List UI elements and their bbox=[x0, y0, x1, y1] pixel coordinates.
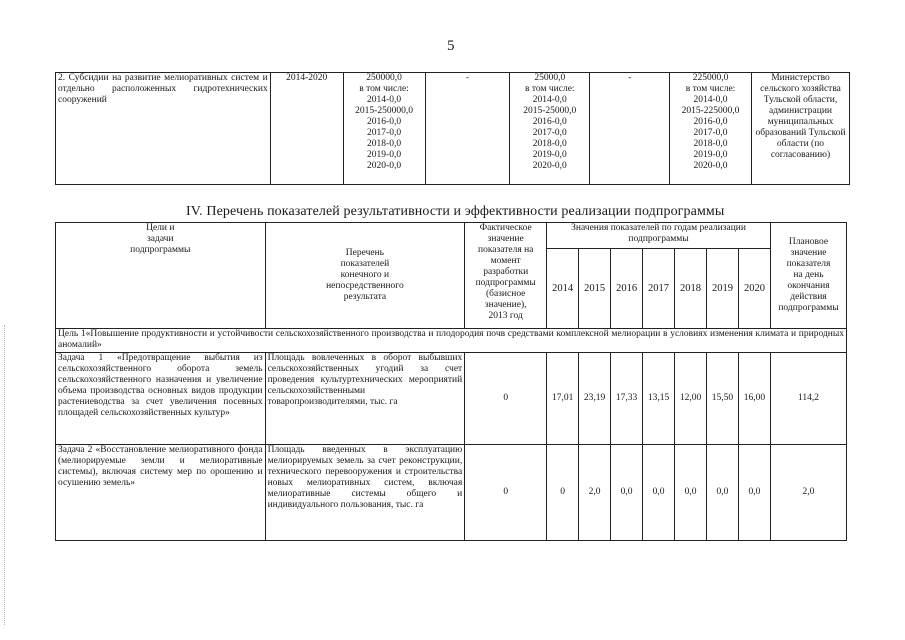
year-value-cell: 16,00 bbox=[738, 353, 770, 445]
period-cell: 2014-2020 bbox=[270, 73, 343, 185]
funding-col4-cell: - bbox=[425, 73, 510, 185]
base-value-cell: 0 bbox=[465, 445, 547, 541]
header-year: 2015 bbox=[579, 249, 611, 329]
header-year: 2017 bbox=[643, 249, 675, 329]
task-cell: Задача 1 «Предотвращение выбытия из сельскохозяйственного оборота земель сельскохозяйственного назначения и увеличение объема производства основных видов продукции растениеводства за счет увеличения посевных площадей сельскохозяйственных культур» bbox=[56, 353, 266, 445]
header-year: 2018 bbox=[675, 249, 707, 329]
table-row bbox=[56, 445, 847, 541]
indicator-cell: Площадь вовлеченных в оборот выбывших сельскохозяйственных угодий за счет проведения культуртехнических мероприятий сельскохозяйственными товаропроизводителями, тыс. га bbox=[265, 353, 465, 445]
header-year: 2019 bbox=[707, 249, 739, 329]
executor-cell: Министерство сельского хозяйства Тульской области, администрации муниципальных образований Тульской области (по согласованию) bbox=[752, 73, 850, 185]
task-cell: Задача 2 «Восстановление мелиоративного фонда (мелиорируемые земли и мелиоративные системы), включая систему мер по орошению и осушению земель» bbox=[56, 445, 266, 541]
goal-row: Цель 1«Повышение продуктивности и устойчивости сельскохозяйственного производства и плодородия почв средствами комплексной мелиорации в условиях изменения климата и природных аномалий» bbox=[56, 329, 847, 353]
year-value-cell: 0,0 bbox=[611, 445, 643, 541]
page-number: 5 bbox=[447, 38, 455, 54]
year-value-cell: 15,50 bbox=[707, 353, 739, 445]
funding-col6-cell: - bbox=[590, 73, 670, 185]
planned-value-cell: 114,2 bbox=[770, 353, 846, 445]
planned-value-cell: 2,0 bbox=[770, 445, 846, 541]
total-funding-cell: 250000,0 в том числе: 2014-0,0 2015-250000,0 2016-0,0 2017-0,0 2018-0,0 2019-0,0 2020-0,0 bbox=[343, 73, 425, 185]
regional-funding-cell: 25000,0 в том числе: 2014-0,0 2015-25000,0 2016-0,0 2017-0,0 2018-0,0 2019-0,0 2020-0,0 bbox=[510, 73, 590, 185]
year-value-cell: 23,19 bbox=[579, 353, 611, 445]
year-value-cell: 0,0 bbox=[675, 445, 707, 541]
header-actual-value: Фактическое значение показателя на момент разработки подпрограммы (базисное значение), 2013 год bbox=[465, 223, 547, 329]
header-indicators: Перечень показателей конечного и непосредственного результата bbox=[265, 223, 465, 329]
header-planned-value: Плановое значение показателя на день окончания действия подпрограммы bbox=[770, 223, 846, 329]
other-funding-cell: 225000,0 в том числе: 2014-0,0 2015-225000,0 2016-0,0 2017-0,0 2018-0,0 2019-0,0 2020-0,0 bbox=[670, 73, 752, 185]
year-value-cell: 0,0 bbox=[643, 445, 675, 541]
header-year: 2016 bbox=[611, 249, 643, 329]
section-title: IV. Перечень показателей результативности и эффективности реализации подпрограммы bbox=[186, 204, 725, 219]
indicator-cell: Площадь введенных в эксплуатацию мелиорируемых земель за счет реконструкции, технического перевооружения и строительства новых мелиоративных систем, включая мелиоративные системы общего и индивидуального пользования, тыс. га bbox=[265, 445, 465, 541]
base-value-cell: 0 bbox=[465, 353, 547, 445]
header-year: 2020 bbox=[738, 249, 770, 329]
subsidy-name-cell: 2. Субсидии на развитие мелиоративных систем и отдельно расположенных гидротехнических сооружений bbox=[56, 73, 271, 185]
year-value-cell: 0,0 bbox=[738, 445, 770, 541]
year-value-cell: 12,00 bbox=[675, 353, 707, 445]
header-goals: Цели и задачи подпрограммы bbox=[56, 223, 266, 329]
year-value-cell: 2,0 bbox=[579, 445, 611, 541]
year-value-cell: 0,0 bbox=[707, 445, 739, 541]
indicators-table bbox=[55, 222, 847, 541]
header-year: 2014 bbox=[547, 249, 579, 329]
year-value-cell: 0 bbox=[547, 445, 579, 541]
year-value-cell: 17,33 bbox=[611, 353, 643, 445]
year-value-cell: 13,15 bbox=[643, 353, 675, 445]
header-values-by-year: Значения показателей по годам реализации подпрограммы bbox=[547, 223, 771, 249]
funding-table bbox=[55, 72, 850, 185]
scan-edge-marks bbox=[4, 325, 7, 625]
year-value-cell: 17,01 bbox=[547, 353, 579, 445]
table-row bbox=[56, 353, 847, 445]
